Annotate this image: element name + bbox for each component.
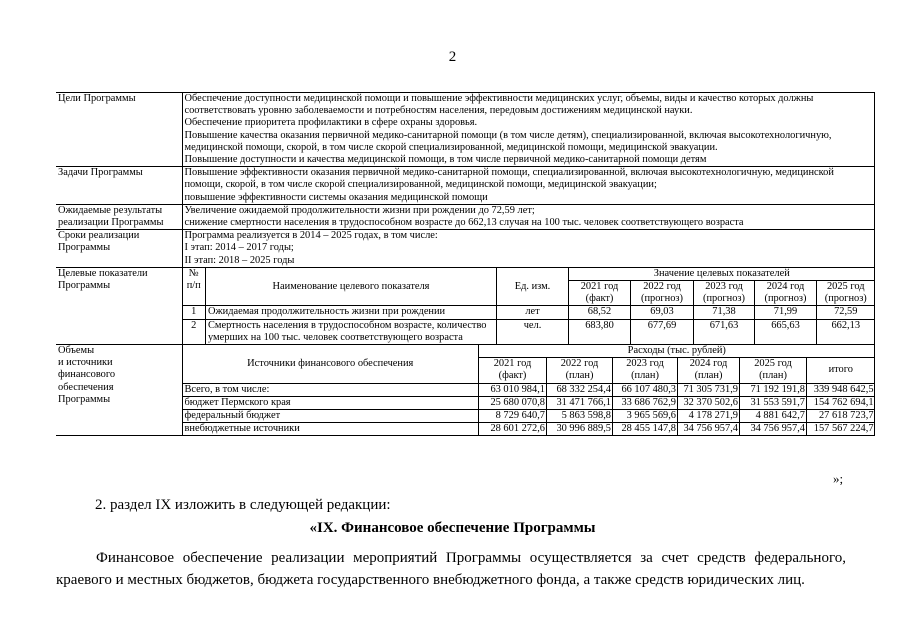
indicator-value: 677,69 bbox=[631, 319, 694, 344]
body-paragraph: Финансовое обеспечение реализации мероприятий Программы осуществляется за счет средств федерального, краевого и местных бюджетов, бюджета государственного внебюджетного фонда, а также средств юридических лиц. bbox=[56, 550, 846, 588]
indicator-unit: лет bbox=[497, 306, 569, 319]
indicators-year-2021: 2021 год (факт) bbox=[569, 281, 631, 306]
indicators-year-2025: 2025 год (прогноз) bbox=[817, 281, 875, 306]
indicators-content bbox=[182, 267, 874, 344]
finance-value: 5 863 598,8 bbox=[547, 410, 613, 423]
results-line-1: Увеличение ожидаемой продолжительности жизни при рождении до 72,59 лет; bbox=[184, 204, 535, 216]
finance-item-row bbox=[183, 410, 875, 423]
indicators-table bbox=[183, 268, 875, 344]
goals-label: Цели Программы bbox=[56, 93, 182, 167]
finance-row bbox=[56, 345, 874, 436]
finance-label-line-4: обеспечения bbox=[58, 381, 114, 393]
tasks-content bbox=[182, 167, 874, 205]
indicators-year-2022: 2022 год (прогноз) bbox=[631, 281, 694, 306]
finance-year-2023: 2023 год (план) bbox=[613, 358, 678, 383]
finance-value: 63 010 984,1 bbox=[479, 383, 547, 396]
finance-source-name: бюджет Пермского края bbox=[183, 396, 479, 409]
indicators-label: Целевые показатели Программы bbox=[56, 267, 182, 344]
section-heading: «IX. Финансовое обеспечение Программы bbox=[309, 520, 596, 536]
finance-value: 154 762 694,1 bbox=[807, 396, 875, 409]
finance-header-row-1 bbox=[183, 345, 875, 358]
finance-value: 28 455 147,8 bbox=[613, 423, 678, 436]
finance-value: 34 756 957,4 bbox=[740, 423, 807, 436]
finance-label-line-3: финансового bbox=[58, 369, 116, 381]
goals-line-3: Повышение качества оказания первичной медико-санитарной помощи (в том числе детям), специализированной, включая высокотехнологичную, медицинской помощи, скорой, в том числе скорой специализированной, медицинской помощи, медицинской эвакуации. bbox=[184, 129, 832, 153]
indicator-value: 71,38 bbox=[694, 306, 755, 319]
goals-content bbox=[182, 93, 874, 167]
results-content bbox=[182, 204, 874, 229]
finance-source-name: внебюджетные источники bbox=[183, 423, 479, 436]
finance-label-line-5: Программы bbox=[58, 393, 111, 405]
finance-value: 8 729 640,7 bbox=[479, 410, 547, 423]
indicator-value: 662,13 bbox=[817, 319, 875, 344]
goals-line-4: Повышение доступности и качества медицинской помощи, в том числе первичной медико-санитарной помощи детям bbox=[184, 154, 707, 166]
finance-content bbox=[182, 345, 874, 436]
indicators-head-values: Значение целевых показателей bbox=[569, 268, 875, 281]
tasks-line-1: Повышение эффективности оказания первичной медико-санитарной помощи, специализированной, включая высокотехнологичную, медицинской помощи, скорой, в том числе скорой специализированной, медицинской помощи, медицинской эвакуации; bbox=[184, 167, 834, 191]
indicator-row bbox=[183, 319, 875, 344]
finance-value: 4 178 271,9 bbox=[678, 410, 740, 423]
indicators-head-unit: Ед. изм. bbox=[497, 268, 569, 306]
finance-value: 3 965 569,6 bbox=[613, 410, 678, 423]
indicator-name: Смертность населения в трудоспособном возрасте, количество умерших на 100 тыс. человек соответствующего возраста bbox=[206, 319, 497, 344]
finance-item-row bbox=[183, 423, 875, 436]
indicators-year-2023: 2023 год (прогноз) bbox=[694, 281, 755, 306]
tasks-label: Задачи Программы bbox=[56, 167, 182, 205]
finance-value: 34 756 957,4 bbox=[678, 423, 740, 436]
results-label-line-1: Ожидаемые результаты bbox=[58, 204, 163, 216]
finance-head-total: итого bbox=[807, 358, 875, 383]
finance-source-name: Всего, в том числе: bbox=[183, 383, 479, 396]
finance-value: 28 601 272,6 bbox=[479, 423, 547, 436]
program-passport-table bbox=[56, 92, 875, 436]
finance-label-line-2: и источники bbox=[58, 357, 113, 369]
amendment-point-2: 2. раздел IX изложить в следующей редакции: bbox=[95, 497, 391, 513]
terms-line-3: II этап: 2018 – 2025 годы bbox=[184, 254, 295, 266]
indicators-head-no: № п/п bbox=[183, 268, 206, 306]
tasks-row bbox=[56, 167, 874, 205]
finance-value: 30 996 889,5 bbox=[547, 423, 613, 436]
indicators-header-row-1 bbox=[183, 268, 875, 281]
indicator-value: 671,63 bbox=[694, 319, 755, 344]
indicators-row bbox=[56, 267, 874, 344]
finance-value: 31 553 591,7 bbox=[740, 396, 807, 409]
results-row bbox=[56, 204, 874, 229]
finance-value: 33 686 762,9 bbox=[613, 396, 678, 409]
finance-value: 157 567 224,7 bbox=[807, 423, 875, 436]
indicator-no: 2 bbox=[183, 319, 206, 344]
page-number: 2 bbox=[448, 49, 457, 65]
finance-value: 71 192 191,8 bbox=[740, 383, 807, 396]
finance-year-2021: 2021 год (факт) bbox=[479, 358, 547, 383]
terms-label: Сроки реализации Программы bbox=[56, 230, 182, 268]
results-label bbox=[56, 204, 182, 229]
goals-line-2: Обеспечение приоритета профилактики в сфере охраны здоровья. bbox=[184, 117, 478, 129]
finance-year-2022: 2022 год (план) bbox=[547, 358, 613, 383]
finance-value: 4 881 642,7 bbox=[740, 410, 807, 423]
indicator-value: 68,52 bbox=[569, 306, 631, 319]
finance-table bbox=[183, 345, 875, 435]
finance-value: 66 107 480,3 bbox=[613, 383, 678, 396]
finance-item-row bbox=[183, 383, 875, 396]
goals-line-1: Обеспечение доступности медицинской помощи и повышение эффективности медицинских услуг, объемы, виды и качество которых должны соответствовать уровню заболеваемости и потребностям населения, передовым достижениям медицинской науки. bbox=[184, 93, 814, 117]
results-label-line-2: реализации Программы bbox=[58, 217, 164, 229]
terms-line-2: I этап: 2014 – 2017 годы; bbox=[184, 242, 294, 254]
finance-value: 25 680 070,8 bbox=[479, 396, 547, 409]
finance-head-sources: Источники финансового обеспечения bbox=[183, 345, 479, 383]
finance-label bbox=[56, 345, 182, 436]
finance-value: 68 332 254,4 bbox=[547, 383, 613, 396]
finance-label-line-1: Объемы bbox=[58, 345, 95, 357]
finance-source-name: федеральный бюджет bbox=[183, 410, 479, 423]
terms-content bbox=[182, 230, 874, 268]
indicator-value: 72,59 bbox=[817, 306, 875, 319]
finance-head-expenses: Расходы (тыс. рублей) bbox=[479, 345, 875, 358]
finance-item-row bbox=[183, 396, 875, 409]
finance-value: 339 948 642,5 bbox=[807, 383, 875, 396]
indicator-value: 665,63 bbox=[755, 319, 817, 344]
terms-row bbox=[56, 230, 874, 268]
indicator-row bbox=[183, 306, 875, 319]
goals-row bbox=[56, 93, 874, 167]
terms-line-1: Программа реализуется в 2014 – 2025 годах, в том числе: bbox=[184, 230, 438, 242]
finance-value: 27 618 723,7 bbox=[807, 410, 875, 423]
table-end-mark: »; bbox=[833, 471, 844, 486]
indicators-head-name: Наименование целевого показателя bbox=[206, 268, 497, 306]
finance-value: 32 370 502,6 bbox=[678, 396, 740, 409]
indicator-value: 683,80 bbox=[569, 319, 631, 344]
indicator-unit: чел. bbox=[497, 319, 569, 344]
indicator-value: 69,03 bbox=[631, 306, 694, 319]
indicators-year-2024: 2024 год (прогноз) bbox=[755, 281, 817, 306]
indicator-no: 1 bbox=[183, 306, 206, 319]
finance-value: 71 305 731,9 bbox=[678, 383, 740, 396]
tasks-line-2: повышение эффективности системы оказания медицинской помощи bbox=[184, 191, 488, 203]
indicator-name: Ожидаемая продолжительность жизни при рождении bbox=[206, 306, 497, 319]
results-line-2: снижение смертности населения в трудоспособном возрасте до 662,13 случая на 100 тыс. человек соответствующего возраста bbox=[184, 217, 744, 229]
finance-year-2024: 2024 год (план) bbox=[678, 358, 740, 383]
finance-value: 31 471 766,1 bbox=[547, 396, 613, 409]
indicator-value: 71,99 bbox=[755, 306, 817, 319]
finance-year-2025: 2025 год (план) bbox=[740, 358, 807, 383]
